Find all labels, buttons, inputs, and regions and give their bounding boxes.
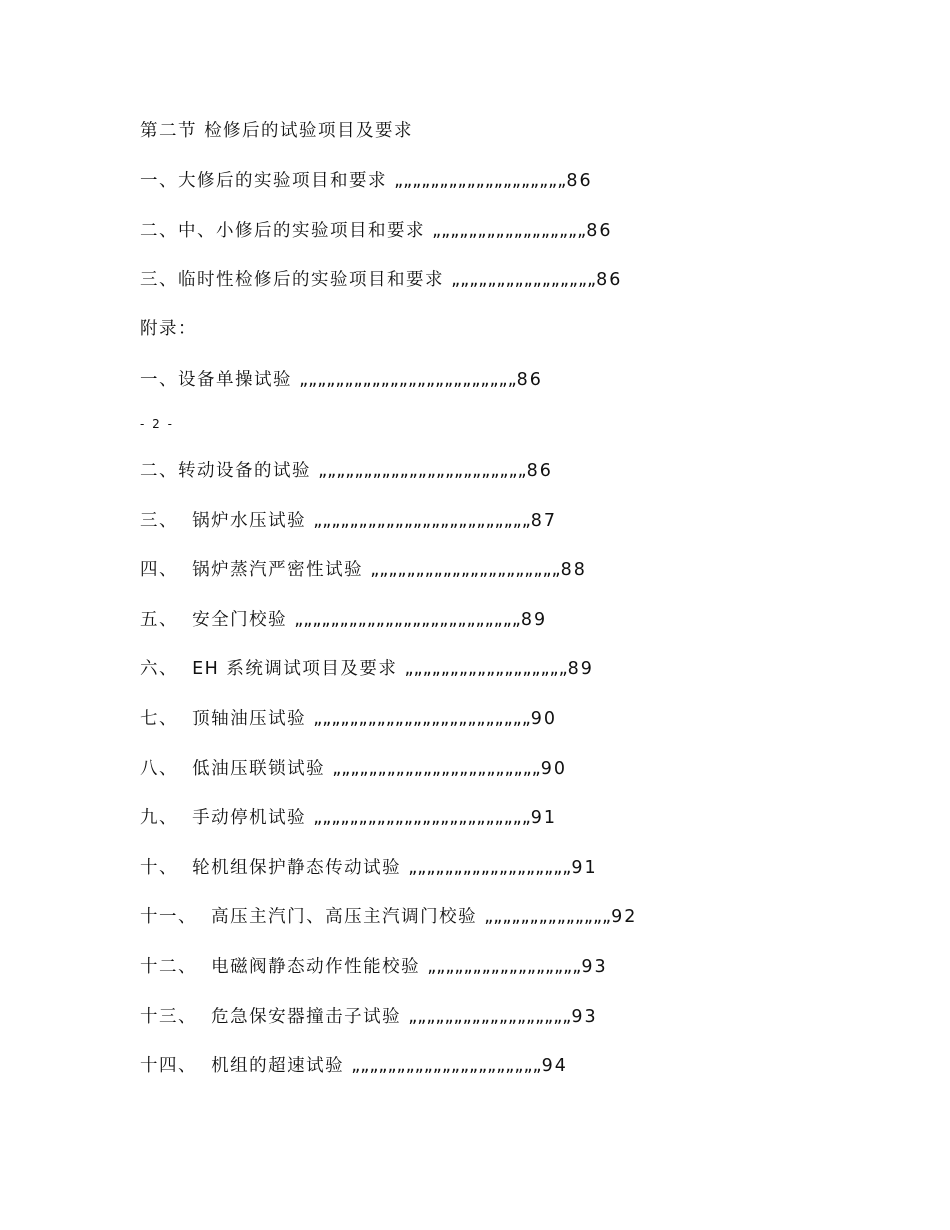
toc-entry [140,368,543,392]
toc-entry [140,856,598,880]
toc-page-number: 90 [530,709,558,729]
toc-page-number: 87 [530,511,558,531]
toc-leader: „„„„„„„„„„„„„„„„„„„ [394,171,567,191]
toc-entry-title: 十、 轮机组保护静态传动试验 [140,858,409,878]
toc-entry [140,757,567,781]
toc-page-number: 86 [526,461,553,481]
toc-page-number: 90 [540,759,568,779]
toc-entry-title: 六、 EH 系统调试项目及要求 [140,659,405,679]
toc-leader: „„„„„„„„„„„„„„„„„„„„„„„„ [313,511,531,531]
appendix-heading: 附录： [140,319,197,339]
toc-leader: „„„„„„„„„„„„„„ [484,907,612,927]
toc-entry-title: 十一、 高压主汽门、高压主汽调门校验 [140,907,485,927]
toc-entry-title: 五、 安全门校验 [140,610,295,630]
toc-page-number: 91 [571,858,598,878]
toc-leader: „„„„„„„„„„„„„„„„ [451,270,597,290]
toc-entry [140,905,637,929]
toc-entry [140,1005,598,1029]
toc-leader: „„„„„„„„„„„„„„„„„ [432,221,587,241]
toc-leader: „„„„„„„„„„„„„„„„„„„„„„„ [332,759,541,779]
toc-entry [140,657,594,681]
toc-leader: „„„„„„„„„„„„„„„„„„„„„ [370,560,561,580]
toc-entry [140,268,622,292]
toc-page-number: 86 [516,370,543,390]
toc-leader: „„„„„„„„„„„„„„„„„„ [404,659,568,679]
toc-entry-title: 八、 低油压联锁试验 [140,759,333,779]
toc-leader: „„„„„„„„„„„„„„„„„„„„„„„„ [299,370,517,390]
toc-entry-title: 十二、 电磁阀静态动作性能校验 [140,957,428,977]
toc-leader: „„„„„„„„„„„„„„„„„„„„„„„„ [313,709,531,729]
toc-leader: „„„„„„„„„„„„„„„„„„„„„„„ [318,461,527,481]
toc-leader: „„„„„„„„„„„„„„„„„„ [408,1007,572,1027]
toc-entry [140,1054,568,1078]
toc-entry [140,219,612,243]
section-heading: 第二节 检修后的试验项目及要求 [140,121,414,141]
toc-entry-title: 二、转动设备的试验 [140,461,319,481]
toc-page-number: 92 [611,907,638,927]
toc-entry-title: 一、大修后的实验项目和要求 [140,171,395,191]
toc-entry-title: 四、 锅炉蒸汽严密性试验 [140,560,371,580]
toc-entry-title: 二、中、小修后的实验项目和要求 [140,221,433,241]
toc-entry [140,955,608,979]
toc-entry [140,707,557,731]
toc-entry [140,558,587,582]
toc-page-number: 89 [520,610,548,630]
toc-leader: „„„„„„„„„„„„„„„„„„„„„„„„„ [294,610,521,630]
page-number-footer: - 2 - [140,417,174,431]
toc-entry [140,459,553,483]
toc-page-number: 93 [581,957,608,977]
toc-leader: „„„„„„„„„„„„„„„„„ [427,957,582,977]
toc-entry [140,169,593,193]
toc-entry-title: 一、设备单操试验 [140,370,300,390]
toc-entry [140,806,557,830]
toc-entry [140,509,557,533]
toc-page-number: 88 [560,560,587,580]
toc-leader: „„„„„„„„„„„„„„„„„„„„„ [351,1056,542,1076]
toc-entry-title: 三、临时性检修后的实验项目和要求 [140,270,452,290]
toc-page-number: 93 [571,1007,598,1027]
toc-entry-title: 三、 锅炉水压试验 [140,511,314,531]
toc-entry-title: 十四、 机组的超速试验 [140,1056,352,1076]
toc-leader: „„„„„„„„„„„„„„„„„„„„„„„„ [313,808,531,828]
toc-entry-title: 七、 顶轴油压试验 [140,709,314,729]
toc-entry-title: 十三、 危急保安器撞击子试验 [140,1007,409,1027]
toc-page-number: 91 [530,808,558,828]
toc-page-number: 94 [541,1056,568,1076]
toc-page-number: 89 [567,659,594,679]
toc-page-number: 86 [566,171,593,191]
toc-page-number: 86 [596,270,623,290]
toc-page-number: 86 [586,221,613,241]
toc-entry [140,608,547,632]
toc-leader: „„„„„„„„„„„„„„„„„„ [408,858,572,878]
toc-entry-title: 九、 手动停机试验 [140,808,314,828]
